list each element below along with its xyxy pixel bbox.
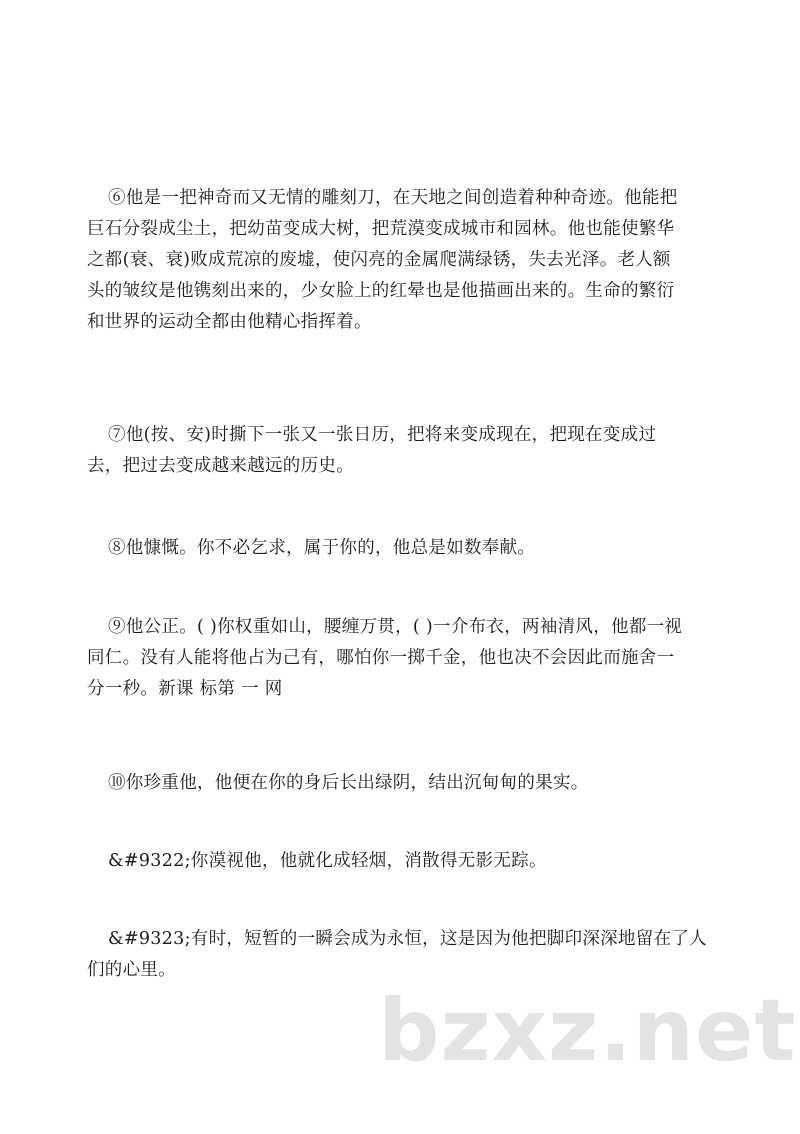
paragraph-8 bbox=[87, 533, 717, 564]
paragraph-line: 分一秒。新课 标第 一 网 bbox=[87, 679, 283, 699]
watermark-text: bzxz.net bbox=[378, 981, 797, 1081]
paragraph-line: &#9323;有时，短暂的一瞬会成为永恒，这是因为他把脚印深深地留在了人 bbox=[108, 929, 707, 949]
paragraph-9 bbox=[87, 612, 717, 705]
paragraph-line: 们的心里。 bbox=[87, 960, 176, 980]
paragraph-line: &#9322;你漠视他，他就化成轻烟，消散得无影无踪。 bbox=[108, 851, 547, 871]
paragraph-line: ⑥他是一把神奇而又无情的雕刻刀，在天地之间创造着种种奇迹。他能把 bbox=[108, 188, 678, 208]
paragraph-line: 同仁。没有人能将他占为己有，哪怕你一掷千金，他也决不会因此而施舍一 bbox=[87, 648, 675, 668]
paragraph-7 bbox=[87, 420, 717, 482]
paragraph-line: ⑧他慷慨。你不必乞求，属于你的，他总是如数奉献。 bbox=[108, 538, 536, 558]
paragraph-line: 之都(衰、衰)败成荒凉的废墟，使闪亮的金属爬满绿锈，失去光泽。老人额 bbox=[87, 250, 671, 270]
paragraph-line: 和世界的运动全都由他精心指挥着。 bbox=[87, 312, 372, 332]
paragraph-line: ⑩你珍重他，他便在你的身后长出绿阴，结出沉甸甸的果实。 bbox=[108, 773, 589, 793]
paragraph-11 bbox=[87, 846, 717, 877]
paragraph-12 bbox=[87, 924, 717, 986]
paragraph-line: 头的皱纹是他镌刻出来的，少女脸上的红晕也是他描画出来的。生命的繁衍 bbox=[87, 281, 675, 301]
paragraph-6 bbox=[87, 183, 717, 338]
paragraph-line: ⑨他公正。( )你权重如山，腰缠万贯，( )一介布衣，两袖清风，他都一视 bbox=[108, 617, 683, 637]
paragraph-10 bbox=[87, 768, 717, 799]
paragraph-line: ⑦他(按、安)时撕下一张又一张日历，把将来变成现在，把现在变成过 bbox=[108, 425, 657, 445]
paragraph-line: 去，把过去变成越来越远的历史。 bbox=[87, 456, 354, 476]
paragraph-line: 巨石分裂成尘土，把幼苗变成大树，把荒漠变成城市和园林。他也能使繁华 bbox=[87, 219, 675, 239]
